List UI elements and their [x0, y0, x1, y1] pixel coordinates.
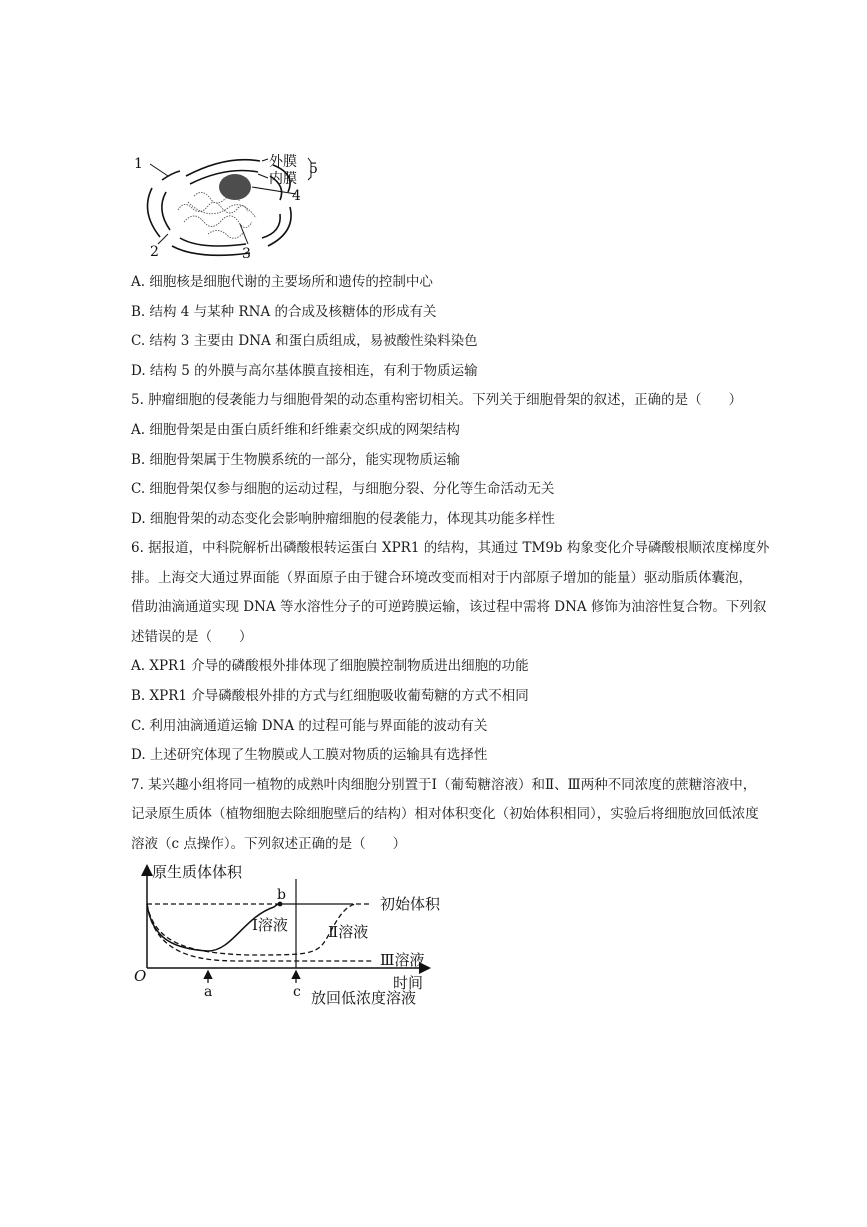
- q4-option-c: C. 结构 3 主要由 DNA 和蛋白质组成，易被酸性染料染色: [131, 333, 478, 349]
- q7-stem-line-1: 7. 某兴趣小组将同一植物的成熟叶肉细胞分别置于Ⅰ（葡萄糖溶液）和Ⅱ、Ⅲ两种不同浓度的蔗糖溶液中，: [131, 777, 757, 793]
- nucleus-diagram: [128, 152, 328, 262]
- q6-stem-line-2: 排。上海交大通过界面能（界面原子由于键合环境改变而相对于内部原子增加的能量）驱动脂质体囊泡，: [131, 570, 752, 586]
- initial-volume-label: 初始体积: [380, 895, 441, 913]
- q6-option-a: A. XPR1 介导的磷酸根外排体现了细胞膜控制物质进出细胞的功能: [131, 658, 529, 674]
- point-a-label: a: [204, 984, 213, 1000]
- q7-stem-line-2: 记录原生质体（植物细胞去除细胞壁后的结构）相对体积变化（初始体积相同），实验后将细胞放回低浓度: [131, 806, 759, 822]
- point-b-label: b: [277, 887, 286, 903]
- q6-option-b: B. XPR1 介导磷酸根外排的方式与红细胞吸收葡萄糖的方式不相同: [131, 688, 529, 704]
- q5-option-c: C. 细胞骨架仅参与细胞的运动过程，与细胞分裂、分化等生命活动无关: [131, 481, 555, 497]
- q6-stem-line-1: 6. 据报道，中科院解析出磷酸根转运蛋白 XPR1 的结构，其通过 TM9b 构象变化介导磷酸根顺浓度梯度外: [131, 540, 770, 556]
- label-outer-membrane: 外膜: [269, 154, 297, 170]
- q5-option-d: D. 细胞骨架的动态变化会影响肿瘤细胞的侵袭能力，体现其功能多样性: [131, 511, 555, 527]
- q5-stem: 5. 肿瘤细胞的侵袭能力与细胞骨架的动态重构密切相关。下列关于细胞骨架的叙述，正确的是（ ）: [131, 392, 743, 408]
- origin-label: O: [134, 967, 147, 985]
- label-inner-membrane: 内膜: [269, 171, 297, 187]
- nucleolus: [219, 174, 251, 200]
- curve-1-label: Ⅰ溶液: [252, 916, 288, 934]
- chromatin: [178, 192, 256, 238]
- protoplast-volume-graph: [128, 855, 453, 1010]
- q6-stem-line-3: 借助油滴通道实现 DNA 等水溶性分子的可逆跨膜运输，该过程中需将 DNA 修饰为油溶性复合物。下列叙: [131, 599, 767, 615]
- label-5: 5: [309, 161, 318, 177]
- point-c-label: c: [293, 984, 301, 1000]
- label-3: 3: [242, 246, 251, 262]
- q5-option-b: B. 细胞骨架属于生物膜系统的一部分，能实现物质运输: [131, 452, 461, 468]
- q7-stem-line-3: 溶液（c 点操作）。下列叙述正确的是（ ）: [131, 836, 407, 852]
- y-axis-label: 原生质体体积: [152, 863, 243, 881]
- x-axis-label: 时间: [393, 974, 424, 992]
- label-1: 1: [134, 156, 143, 172]
- q6-stem-line-4: 述错误的是（ ）: [131, 629, 253, 645]
- q6-option-c: C. 利用油滴通道运输 DNA 的过程可能与界面能的波动有关: [131, 718, 488, 734]
- q5-option-a: A. 细胞骨架是由蛋白质纤维和纤维素交织成的网架结构: [131, 422, 460, 438]
- q4-option-d: D. 结构 5 的外膜与高尔基体膜直接相连，有利于物质运输: [131, 363, 478, 379]
- c-note-label: 放回低浓度溶液: [311, 989, 417, 1007]
- curve-3-label: Ⅲ溶液: [380, 951, 425, 969]
- q4-option-a: A. 细胞核是细胞代谢的主要场所和遗传的控制中心: [131, 274, 433, 290]
- q6-option-d: D. 上述研究体现了生物膜或人工膜对物质的运输具有选择性: [131, 747, 488, 763]
- curve-2-label: Ⅱ溶液: [328, 923, 369, 941]
- label-4: 4: [292, 188, 301, 204]
- q4-option-b: B. 结构 4 与某种 RNA 的合成及核糖体的形成有关: [131, 304, 437, 320]
- label-2: 2: [150, 244, 159, 260]
